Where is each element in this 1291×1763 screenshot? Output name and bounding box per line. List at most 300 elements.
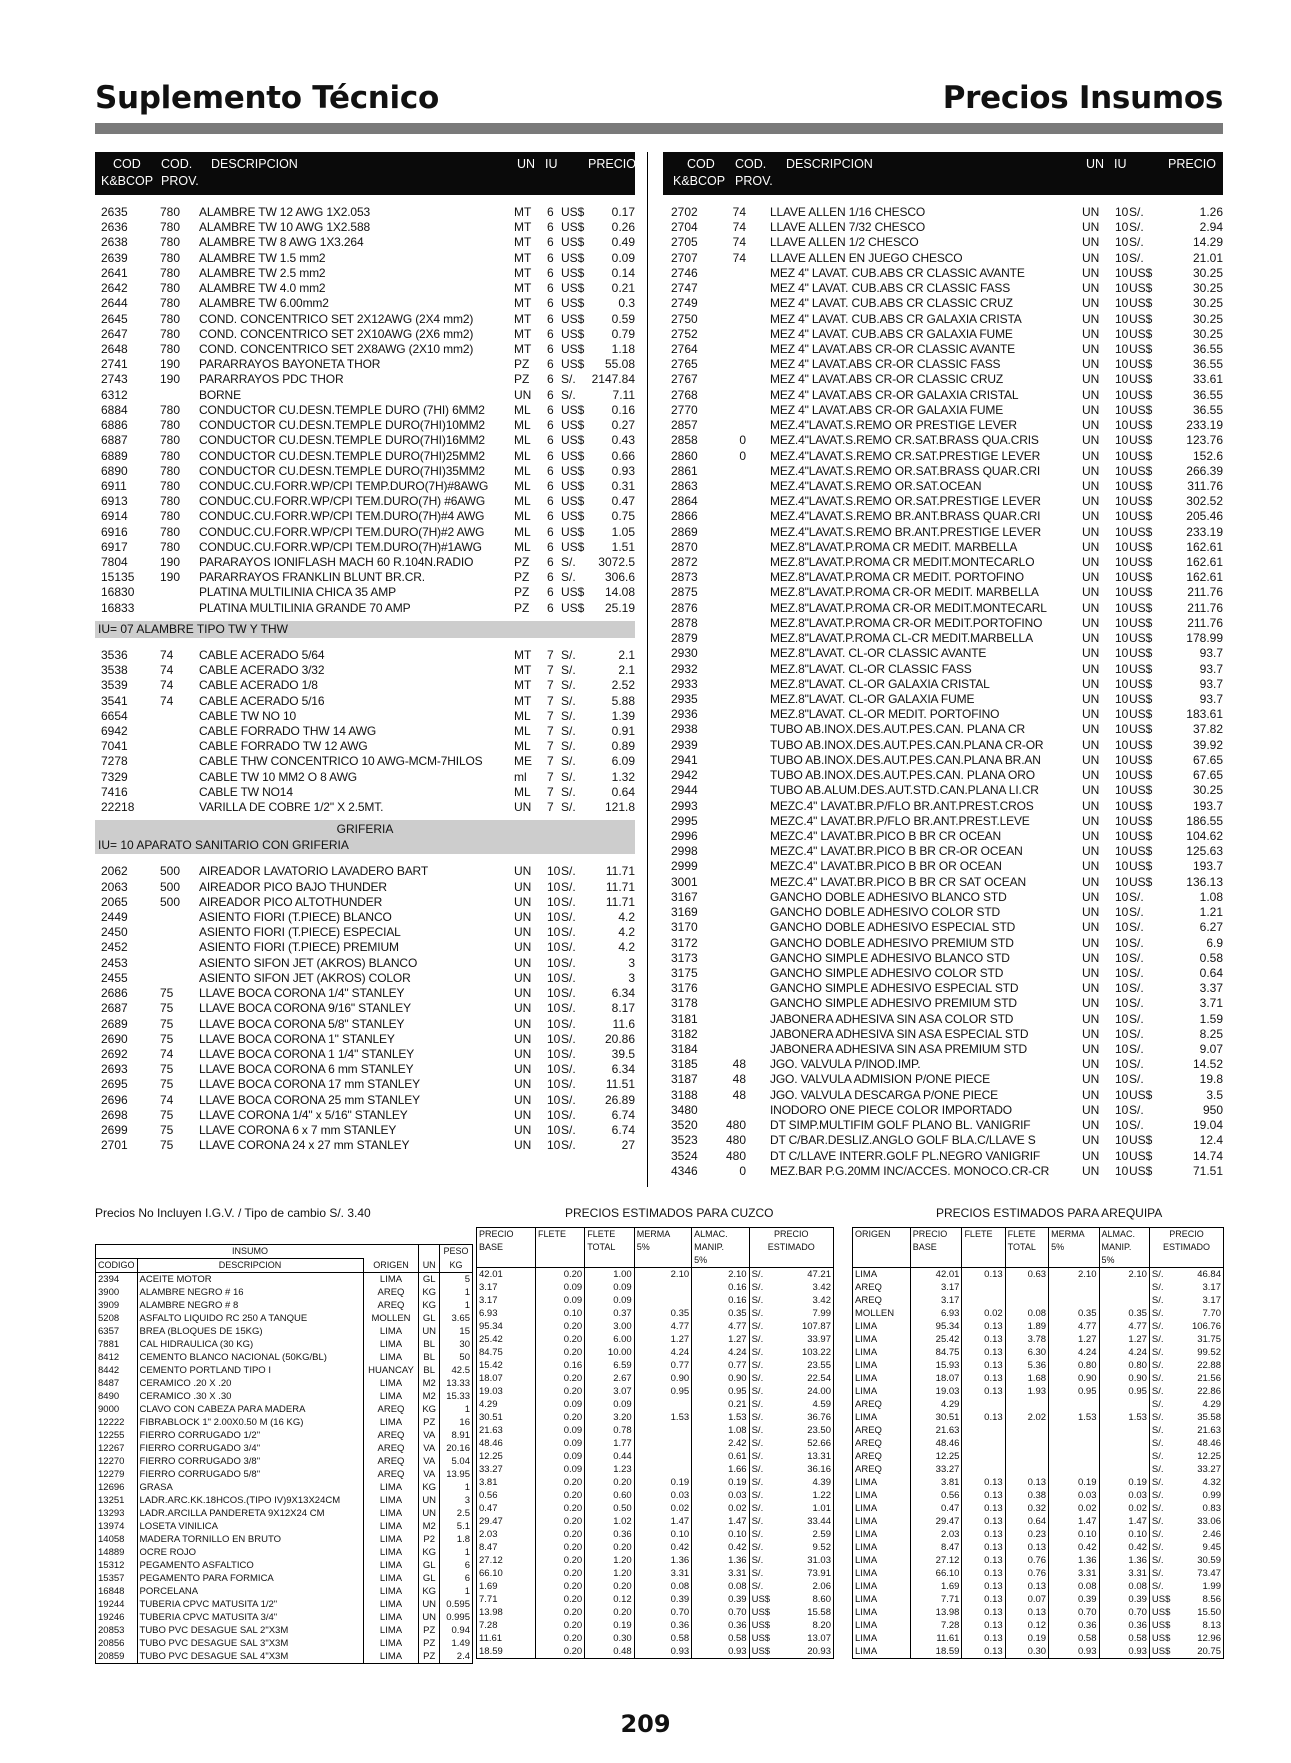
item-description: MEZ.8"LAVAT.P.ROMA CL-CR MEDIT.MARBELLA	[770, 631, 1033, 646]
item-unit: ML	[514, 539, 531, 554]
item-currency: S/.	[561, 570, 576, 585]
handling: 0.70	[692, 1606, 749, 1619]
freight-total: 6.00	[585, 1333, 635, 1346]
table-row	[477, 1268, 834, 1282]
price-row	[663, 631, 1223, 646]
estimated-price: 4.59	[812, 1399, 831, 1410]
freight-total: 6.59	[585, 1359, 635, 1372]
price-row	[663, 601, 1223, 616]
item-description: ASIENTO FIORI (T.PIECE) ESPECIAL	[199, 925, 401, 940]
item-description: INODORO ONE PIECE COLOR IMPORTADO	[770, 1102, 1012, 1117]
currency: S/.	[749, 1580, 783, 1593]
item-code: 2644	[101, 296, 128, 311]
estimated-price: 3.17	[1202, 1295, 1221, 1306]
item-price: 2.1	[618, 663, 635, 678]
provider-code: 75	[160, 1138, 174, 1153]
item-iu: 6	[547, 448, 554, 463]
insumo-origin: LIMA	[363, 1624, 419, 1637]
item-unit: UN	[1082, 1133, 1100, 1148]
insumo-unit: BL	[419, 1364, 440, 1377]
item-code: 2879	[671, 631, 698, 646]
origin: LIMA	[855, 1347, 878, 1358]
item-iu: 10	[1115, 783, 1129, 798]
item-description: MEZ 4" LAVAT.ABS CR-OR GALAXIA CRISTAL	[770, 387, 1019, 402]
item-description: MEZ.8"LAVAT. CL-OR CLASSIC FASS	[770, 661, 972, 676]
price-row	[663, 1012, 1223, 1027]
item-price: 11.71	[605, 879, 635, 894]
item-description: JGO. VALVULA DESCARGA P/ONE PIECE	[770, 1087, 999, 1102]
section-heading: GRIFERIA	[336, 822, 394, 837]
table-row	[853, 1554, 1224, 1567]
item-description: LLAVE ALLEN 1/2 CHESCO	[770, 235, 919, 250]
provider-code: 75	[160, 986, 174, 1001]
insumo-code: 16848	[98, 1586, 125, 1597]
item-price: 0.14	[611, 265, 635, 280]
base-price: 30.51	[910, 1411, 962, 1424]
table-row	[853, 1372, 1224, 1385]
item-price: 71.51	[1192, 1163, 1223, 1178]
handling: 0.08	[692, 1580, 749, 1593]
left-rows-group-1	[95, 205, 635, 616]
price-row	[95, 433, 635, 448]
freight: 0.20	[535, 1619, 584, 1632]
almac-heading-1: ALMAC.	[694, 1229, 728, 1239]
item-price: 93.7	[1199, 646, 1223, 661]
item-currency: S/.	[1129, 1026, 1144, 1041]
insumo-code: 15312	[98, 1560, 125, 1571]
table-row	[477, 1632, 834, 1645]
currency: S/.	[749, 1268, 783, 1282]
freight: 0.09	[535, 1463, 584, 1476]
item-code: 3181	[671, 1011, 698, 1026]
table-row	[477, 1489, 834, 1502]
origin: LIMA	[855, 1633, 878, 1644]
freight-total: 0.48	[585, 1645, 635, 1659]
insumo-weight: 1	[439, 1546, 472, 1559]
item-description: VARILLA DE COBRE 1/2" X 2.5MT.	[199, 800, 384, 815]
item-iu: 10	[1115, 752, 1129, 767]
insumo-origin: LIMA	[363, 1520, 419, 1533]
item-iu: 6	[547, 555, 554, 570]
currency: S/.	[1149, 1515, 1179, 1528]
item-description: GANCHO SIMPLE ADHESIVO PREMIUM STD	[770, 996, 1017, 1011]
table-row	[853, 1307, 1224, 1320]
handling: 1.36	[692, 1554, 749, 1567]
shrinkage: 0.58	[634, 1632, 691, 1645]
insumo-weight: 50	[439, 1351, 472, 1364]
item-currency: S/.	[561, 1138, 576, 1153]
freight	[962, 1450, 1005, 1463]
item-code: 6312	[101, 387, 128, 402]
price-row	[95, 494, 635, 509]
insumo-code: 7881	[98, 1339, 120, 1350]
item-iu: 7	[547, 800, 554, 815]
item-unit: ML	[514, 448, 531, 463]
item-code: 3170	[671, 920, 698, 935]
freight-total: 3.00	[585, 1320, 635, 1333]
price-row	[95, 388, 635, 403]
item-iu: 10	[1115, 722, 1129, 737]
item-code: 3184	[671, 1042, 698, 1057]
table-row	[96, 1494, 473, 1507]
item-iu: 6	[547, 326, 554, 341]
currency: S/.	[1149, 1398, 1179, 1411]
item-description: MEZ 4" LAVAT. CUB.ABS CR CLASSIC AVANTE	[770, 265, 1025, 280]
item-price: 14.52	[1192, 1057, 1223, 1072]
currency: S/.	[1149, 1463, 1179, 1476]
flete-total-heading-2: TOTAL	[587, 1242, 616, 1252]
item-description: TUBO AB.ALUM.DES.AUT.STD.CAN.PLANA LI.CR	[770, 783, 1039, 798]
price-row	[95, 971, 635, 986]
item-iu: 6	[547, 265, 554, 280]
item-iu: 10	[1115, 463, 1129, 478]
item-iu: 10	[1115, 555, 1129, 570]
table-row	[477, 1385, 834, 1398]
insumo-origin: AREQ	[363, 1429, 419, 1442]
price-row	[663, 585, 1223, 600]
provider-code: 74	[160, 693, 174, 708]
table-row	[96, 1650, 473, 1664]
estimated-price: 1.22	[812, 1490, 831, 1501]
price-row	[663, 1042, 1223, 1057]
table-row	[96, 1442, 473, 1455]
item-unit: MT	[514, 250, 532, 265]
origen-heading: ORIGEN	[855, 1229, 891, 1239]
price-row	[95, 800, 635, 815]
insumo-weight: 5.1	[439, 1520, 472, 1533]
currency: US$	[749, 1593, 783, 1606]
item-unit: UN	[1082, 463, 1100, 478]
item-price: 26.89	[604, 1092, 635, 1107]
price-row	[95, 479, 635, 494]
item-code: 2749	[671, 296, 698, 311]
item-price: 183.61	[1186, 707, 1223, 722]
price-row	[663, 677, 1223, 692]
item-unit: UN	[1082, 585, 1100, 600]
insumo-description: OCRE ROJO	[137, 1546, 363, 1559]
origin: LIMA	[855, 1490, 878, 1501]
provider-code: 74	[732, 235, 746, 250]
handling: 1.66	[692, 1463, 749, 1476]
item-code: 2996	[671, 828, 698, 843]
insumo-description: CERAMICO .20 X .20	[137, 1377, 363, 1390]
price-row	[95, 403, 635, 418]
base-price: 18.07	[910, 1372, 962, 1385]
item-price: 93.7	[1199, 661, 1223, 676]
item-unit: MT	[514, 220, 532, 235]
origin: LIMA	[855, 1607, 878, 1618]
item-price: 123.76	[1186, 433, 1223, 448]
item-unit: UN	[1082, 783, 1100, 798]
item-description: TUBO AB.INOX.DES.AUT.PES.CAN. PLANA CR	[770, 722, 1026, 737]
item-code: 2695	[101, 1077, 128, 1092]
item-price: 12.4	[1199, 1133, 1223, 1148]
item-description: MEZ.4"LAVAT.S.REMO OR.SAT.PRESTIGE LEVER	[770, 494, 1041, 509]
item-code: 2707	[671, 250, 698, 265]
insumo-unit: KG	[419, 1299, 440, 1312]
item-price: 39.5	[611, 1046, 635, 1061]
handling: 0.19	[1099, 1476, 1149, 1489]
item-code: 3178	[671, 996, 698, 1011]
item-description: MEZ 4" LAVAT.ABS CR-OR GALAXIA FUME	[770, 402, 1004, 417]
item-unit: ML	[514, 478, 531, 493]
item-currency: S/.	[561, 1001, 576, 1016]
table-row	[477, 1398, 834, 1411]
item-unit: UN	[1082, 509, 1100, 524]
handling	[1099, 1398, 1149, 1411]
table-row	[853, 1541, 1224, 1554]
handling: 0.90	[692, 1372, 749, 1385]
base-price: 30.51	[479, 1412, 503, 1423]
item-description: CABLE ACERADO 1/8	[199, 678, 318, 693]
insumo-code: 20853	[98, 1625, 125, 1636]
item-code: 6911	[101, 478, 127, 493]
item-iu: 7	[547, 769, 554, 784]
item-currency: US$	[1129, 676, 1153, 691]
item-description: LLAVE CORONA 1/4" x 5/16" STANLEY	[199, 1107, 408, 1122]
item-currency: US$	[561, 433, 585, 448]
table-row	[853, 1593, 1224, 1606]
provider-code: 780	[160, 539, 181, 554]
item-description: JGO. VALVULA ADMISION P/ONE PIECE	[770, 1072, 991, 1087]
insumo-origin: AREQ	[363, 1403, 419, 1416]
item-price: 11.6	[612, 1016, 635, 1031]
shrinkage	[1049, 1398, 1099, 1411]
item-code: 3188	[671, 1087, 698, 1102]
provider-code: 74	[732, 220, 746, 235]
price-row	[95, 880, 635, 895]
table-row	[853, 1268, 1224, 1282]
item-unit: UN	[1082, 631, 1100, 646]
item-description: ALAMBRE TW 8 AWG 1X3.264	[199, 235, 364, 250]
item-price: 33.61	[1192, 372, 1223, 387]
item-iu: 10	[1115, 1087, 1129, 1102]
base-price: 7.71	[910, 1593, 962, 1606]
freight-total	[1005, 1294, 1048, 1307]
insumo-origin: LIMA	[363, 1390, 419, 1403]
item-description: ALAMBRE TW 1.5 mm2	[199, 250, 326, 265]
item-currency: US$	[561, 509, 585, 524]
provider-code: 0	[739, 433, 746, 448]
price-row	[95, 925, 635, 940]
item-description: ALAMBRE TW 6.00mm2	[199, 296, 329, 311]
handling: 4.77	[692, 1320, 749, 1333]
insumo-description: LOSETA VINILICA	[137, 1520, 363, 1533]
item-code: 2690	[101, 1031, 128, 1046]
insumo-code: 12267	[98, 1443, 125, 1454]
provider-code: 780	[160, 341, 181, 356]
flete-heading: FLETE	[537, 1229, 566, 1239]
item-code: 2861	[671, 463, 698, 478]
item-unit: UN	[1082, 478, 1100, 493]
item-unit: UN	[1082, 524, 1100, 539]
item-unit: ML	[514, 509, 531, 524]
shrinkage: 1.53	[1049, 1411, 1099, 1424]
base-price: 15.93	[910, 1359, 962, 1372]
estimated-price: 33.27	[1197, 1464, 1221, 1475]
price-row	[95, 648, 635, 663]
freight: 0.20	[535, 1320, 584, 1333]
freight: 0.13	[962, 1645, 1005, 1659]
price-row	[663, 433, 1223, 448]
freight: 0.13	[962, 1554, 1005, 1567]
insumo-code: 13293	[98, 1508, 125, 1519]
item-code: 3169	[671, 905, 698, 920]
item-iu: 10	[1115, 585, 1129, 600]
item-unit: UN	[1082, 1057, 1100, 1072]
estimated-price: 8.13	[1202, 1620, 1221, 1631]
freight: 0.13	[962, 1346, 1005, 1359]
handling: 0.58	[692, 1632, 749, 1645]
insumo-description: ASFALTO LIQUIDO RC 250 A TANQUE	[137, 1312, 363, 1325]
item-iu: 10	[1115, 844, 1129, 859]
item-iu: 10	[1115, 1042, 1129, 1057]
base-price: 1.69	[910, 1580, 962, 1593]
shrinkage: 0.95	[634, 1385, 691, 1398]
price-row	[95, 281, 635, 296]
price-row	[663, 235, 1223, 250]
item-iu: 10	[1115, 798, 1129, 813]
price-row	[663, 920, 1223, 935]
price-row	[663, 646, 1223, 661]
item-currency: S/.	[1129, 1057, 1144, 1072]
estimated-price: 8.60	[812, 1594, 831, 1605]
item-description: MEZ 4" LAVAT. CUB.ABS CR CLASSIC FASS	[770, 281, 1011, 296]
item-currency: S/.	[561, 909, 576, 924]
item-price: 2147.84	[591, 372, 635, 387]
estimated-price: 4.39	[812, 1477, 831, 1488]
freight-total: 1.77	[585, 1437, 635, 1450]
provider-code: 500	[160, 894, 181, 909]
insumo-code: 2394	[98, 1274, 120, 1285]
freight-total: 0.30	[1005, 1645, 1048, 1659]
shrinkage: 4.77	[1049, 1320, 1099, 1333]
table-row	[477, 1372, 834, 1385]
item-unit: UN	[1082, 250, 1100, 265]
table-row	[853, 1346, 1224, 1359]
item-code: 2938	[671, 722, 698, 737]
provider-code: 48	[732, 1072, 746, 1087]
item-unit: UN	[1082, 707, 1100, 722]
item-iu: 10	[1115, 631, 1129, 646]
item-code: 6917	[101, 539, 128, 554]
item-description: CABLE TW 10 MM2 O 8 AWG	[199, 769, 357, 784]
item-unit: UN	[514, 1138, 532, 1153]
item-currency: US$	[1129, 722, 1153, 737]
freight-total: 0.13	[1005, 1476, 1048, 1489]
origin: LIMA	[855, 1386, 878, 1397]
table-row	[96, 1546, 473, 1559]
item-price: 6.34	[611, 1062, 635, 1077]
item-code: 2635	[101, 205, 128, 219]
item-iu: 10	[547, 909, 561, 924]
item-price: 3.5	[1206, 1087, 1223, 1102]
insumo-description: CLAVO CON CABEZA PARA MADERA	[137, 1403, 363, 1416]
item-currency: US$	[561, 235, 585, 250]
item-unit: UN	[1082, 570, 1100, 585]
estimated-price: 31.75	[1197, 1334, 1221, 1345]
item-iu: 10	[1115, 1072, 1129, 1087]
insumo-description: MADERA TORNILLO EN BRUTO	[137, 1533, 363, 1546]
insumo-origin: LIMA	[363, 1611, 419, 1624]
item-unit: UN	[514, 1001, 532, 1016]
item-price: 2.94	[1199, 220, 1223, 235]
handling: 1.53	[692, 1411, 749, 1424]
item-price: 36.55	[1192, 387, 1223, 402]
price-row	[663, 1072, 1223, 1087]
insumo-origin: LIMA	[363, 1598, 419, 1611]
origin: LIMA	[855, 1646, 878, 1657]
freight: 0.09	[535, 1424, 584, 1437]
item-unit: MT	[514, 663, 532, 678]
price-row	[663, 1088, 1223, 1103]
item-iu: 10	[1115, 402, 1129, 417]
base-price: 48.46	[479, 1438, 503, 1449]
insumo-code: 14058	[98, 1534, 125, 1545]
item-unit: PZ	[514, 372, 530, 387]
currency: S/.	[749, 1281, 783, 1294]
freight: 0.20	[535, 1580, 584, 1593]
base-price: 13.98	[910, 1606, 962, 1619]
item-unit: ML	[514, 463, 531, 478]
item-currency: US$	[1129, 813, 1153, 828]
provider-code: 780	[160, 524, 181, 539]
origin: AREQ	[855, 1399, 882, 1410]
item-price: 6.27	[1199, 920, 1223, 935]
left-rows-group-2	[95, 648, 635, 815]
item-iu: 10	[1115, 433, 1129, 448]
currency: S/.	[749, 1307, 783, 1320]
item-currency: US$	[561, 326, 585, 341]
shrinkage: 4.24	[634, 1346, 691, 1359]
price-row	[663, 525, 1223, 540]
item-currency: S/.	[1129, 1011, 1144, 1026]
base-price: 3.17	[479, 1295, 498, 1306]
item-currency: US$	[1129, 752, 1153, 767]
item-unit: UN	[1082, 737, 1100, 752]
col-desc: DESCRIPCION	[211, 157, 298, 171]
item-description: MEZ 4" LAVAT. CUB.ABS CR GALAXIA FUME	[770, 326, 1013, 341]
item-description: GANCHO DOBLE ADHESIVO ESPECIAL STD	[770, 920, 1016, 935]
item-price: 4.2	[618, 925, 635, 940]
freight: 0.02	[962, 1307, 1005, 1320]
item-code: 2645	[101, 311, 128, 326]
item-iu: 10	[1115, 1102, 1129, 1117]
item-unit: PZ	[514, 600, 530, 615]
item-currency: US$	[561, 539, 585, 554]
item-currency: US$	[1129, 555, 1153, 570]
item-unit: UN	[514, 894, 532, 909]
base-price: 18.59	[479, 1646, 503, 1657]
item-code: 3172	[671, 935, 698, 950]
price-row	[95, 449, 635, 464]
item-iu: 10	[1115, 813, 1129, 828]
shrinkage: 4.77	[634, 1320, 691, 1333]
item-price: 162.61	[1186, 570, 1223, 585]
item-currency: US$	[1129, 433, 1153, 448]
item-iu: 10	[1115, 220, 1129, 235]
item-unit: ML	[514, 433, 531, 448]
price-row	[95, 570, 635, 585]
item-iu: 10	[547, 1138, 561, 1153]
freight-total: 0.19	[585, 1619, 635, 1632]
freight-total	[1005, 1437, 1048, 1450]
item-unit: UN	[1082, 418, 1100, 433]
handling: 0.36	[1099, 1619, 1149, 1632]
item-currency: US$	[1129, 418, 1153, 433]
table-row	[96, 1559, 473, 1572]
insumo-unit: UN	[419, 1611, 440, 1624]
